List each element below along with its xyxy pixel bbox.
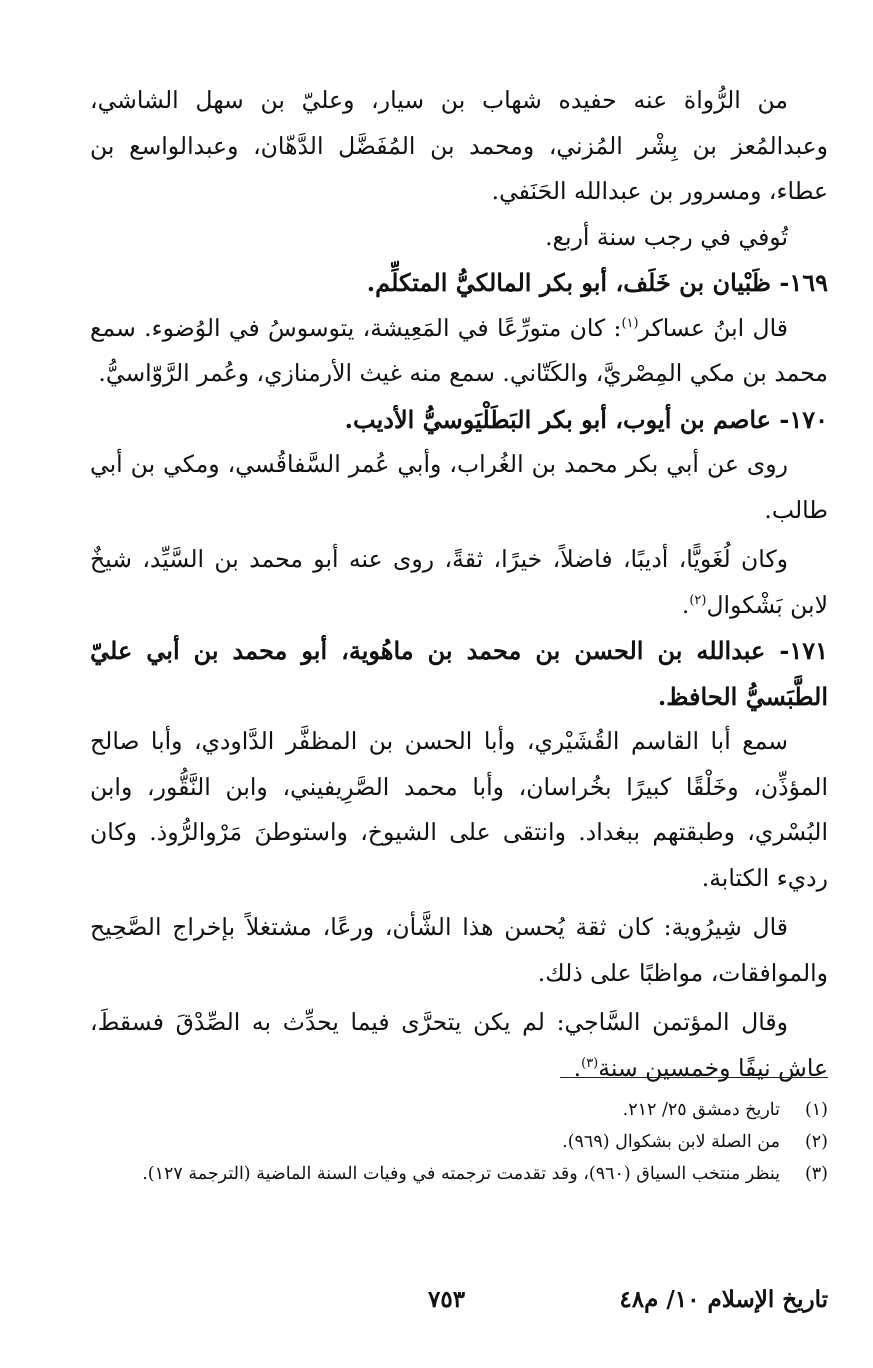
footnote [48, 1094, 828, 1126]
main-text [90, 78, 828, 1091]
paragraph-3 [90, 306, 828, 397]
paragraph-1: من الرُّواة عنه حفيده شهاب بن سيار، وعليّ بن سهل الشاشي، وعبدالمُعز بن بِشْر المُزني، ومحمد بن المُفَضَّل الدَّهّان، وعبدالواسع بن عطاء، ومسرور بن عبدالله الحَنَفي. [90, 86, 828, 205]
paragraph-4: روى عن أبي بكر محمد بن الغُراب، وأبي عُمر السَّفاقُسي، ومكي بن أبي طالب. [90, 450, 828, 524]
footnote-ref-1: (١) [621, 315, 639, 331]
entry-heading-169: ١٦٩- ظَبْيان بن خَلَف، أبو بكر المالكيُّ المتكلِّم. [366, 268, 828, 297]
footnote-mark: (١) [804, 1100, 828, 1120]
footnote-separator [560, 1077, 828, 1078]
paragraph-5-start: وكان لُغَويًّا، أديبًا، فاضلاً، خيرًا، ثقةً، روى عنه أبو محمد بن السَّيِّد، شيخٌ لابن بَشْكوال [90, 545, 828, 619]
page-number: ٧٥٣ [428, 1286, 466, 1313]
paragraph-8-rest: . [573, 1053, 582, 1082]
footnote [48, 1126, 828, 1158]
paragraph-7: قال شِيرُوية: كان ثقة يُحسن هذا الشَّأن، ورعًا، مشتغلاً بإخراج الصَّحِيح والموافقات، مواظبًا على ذلك. [90, 913, 828, 987]
footnote-ref-3: (٣) [581, 1055, 599, 1071]
footnotes [48, 1094, 828, 1190]
page-footer [48, 1286, 828, 1326]
paragraph-8-start: وقال المؤتمن السَّاجي: لم يكن يتحرَّى فيما يحدِّث به الصِّدْقَ فسقطَ، عاش نيفًا وخمسين سنة [90, 1008, 828, 1082]
entry-heading-171: ١٧١- عبدالله بن الحسن بن محمد بن ماهُوية، أبو محمد بن أبي عليّ الطَّبَسيُّ الحافظ. [90, 636, 828, 711]
footnote-text: من الصلة لابن بشكوال (٩٦٩). [562, 1132, 780, 1152]
paragraph-3-rest: : كان متورِّعًا في المَعِيشة، يتوسوسُ في الوُضوء. سمع محمد بن مكي المِصْريَّ، والكَتّاني. سمع منه غيث الأرمنازي، وعُمر الرَّوّاسيُّ. [90, 313, 828, 387]
footnote-text: تاريخ دمشق ٢٥/ ٢١٢. [622, 1100, 780, 1120]
footer-title: تاريخ الإسلام ١٠/ م٤٨ [619, 1286, 828, 1313]
paragraph-5-rest: . [681, 590, 690, 619]
paragraph-2: تُوفي في رجب سنة أربع. [545, 222, 788, 251]
footnote-ref-2: (٢) [689, 592, 707, 608]
footnote [48, 1158, 828, 1190]
paragraph-6: سمع أبا القاسم القُشَيْري، وأبا الحسن بن المظفَّر الدَّاودي، وأبا صالح المؤذِّن، وخَلْقًا كبيرًا بخُراسان، وأبا محمد الصَّرِيفيني، وابن النَّقُّور، وابن البُسْري، وطبقتهم ببغداد. وانتقى على الشيوخ، واستوطنَ مَرْوالرُّوذ. وكان رديء الكتابة. [90, 727, 828, 892]
paragraph-3-start: قال ابنُ عساكر [638, 313, 788, 342]
footnote-text: ينظر منتخب السياق (٩٦٠)، وقد تقدمت ترجمته في وفيات السنة الماضية (الترجمة ١٢٧). [142, 1164, 780, 1184]
footnote-mark: (٣) [804, 1164, 828, 1184]
paragraph-5 [90, 537, 828, 628]
footnote-mark: (٢) [804, 1132, 828, 1152]
entry-heading-170: ١٧٠- عاصم بن أيوب، أبو بكر البَطَلْيَوسيُّ الأديب. [344, 404, 828, 434]
